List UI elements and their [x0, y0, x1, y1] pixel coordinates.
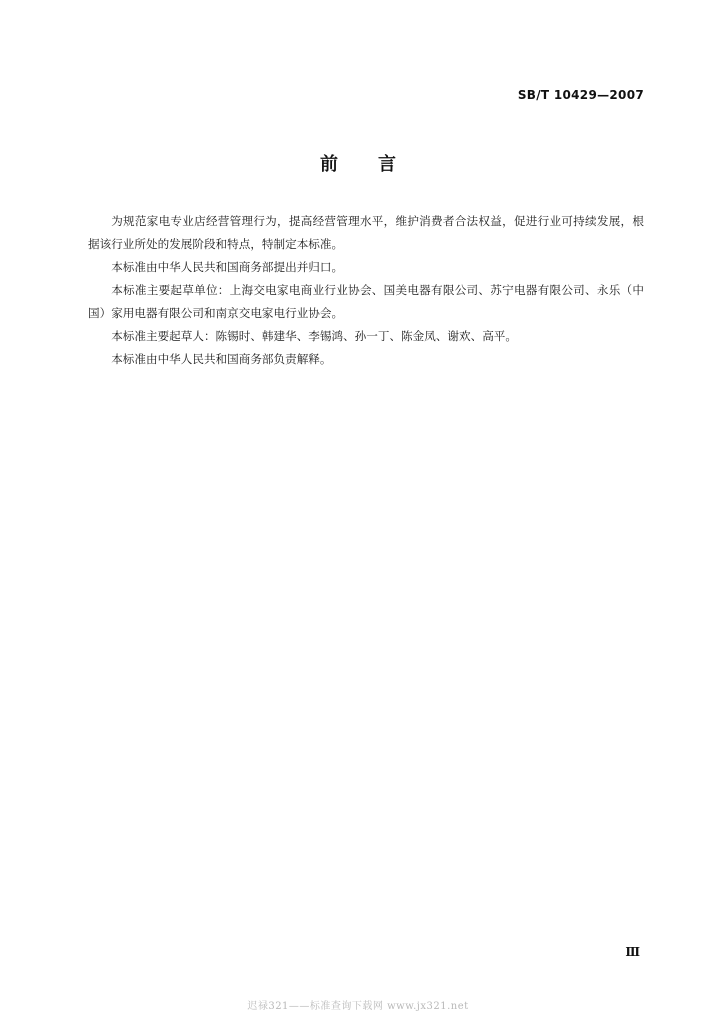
paragraph-proposer: 本标准由中华人民共和国商务部提出并归口。	[111, 260, 344, 274]
preface-body	[88, 210, 644, 371]
page-title: 前言	[320, 154, 436, 175]
paragraph-drafters: 本标准主要起草人：陈锡时、韩建华、李锡鸿、孙一丁、陈金凤、谢欢、高平。	[111, 329, 517, 343]
paragraph-drafting-units: 本标准主要起草单位：上海交电家电商业行业协会、国美电器有限公司、苏宁电器有限公司、永乐（中国）家用电器有限公司和南京交电家电行业协会。	[88, 283, 644, 320]
paragraph-purpose: 为规范家电专业店经营管理行为，提高经营管理水平，维护消费者合法权益，促进行业可持续发展，根据该行业所处的发展阶段和特点，特制定本标准。	[88, 214, 644, 251]
page-number: Ⅲ	[625, 945, 640, 959]
paragraph-interpretation: 本标准由中华人民共和国商务部负责解释。	[111, 352, 332, 366]
standard-number: SB/T 10429—2007	[517, 88, 644, 102]
watermark-text: 迟禄321——标准查询下载网 www.jx321.net	[247, 1001, 469, 1012]
